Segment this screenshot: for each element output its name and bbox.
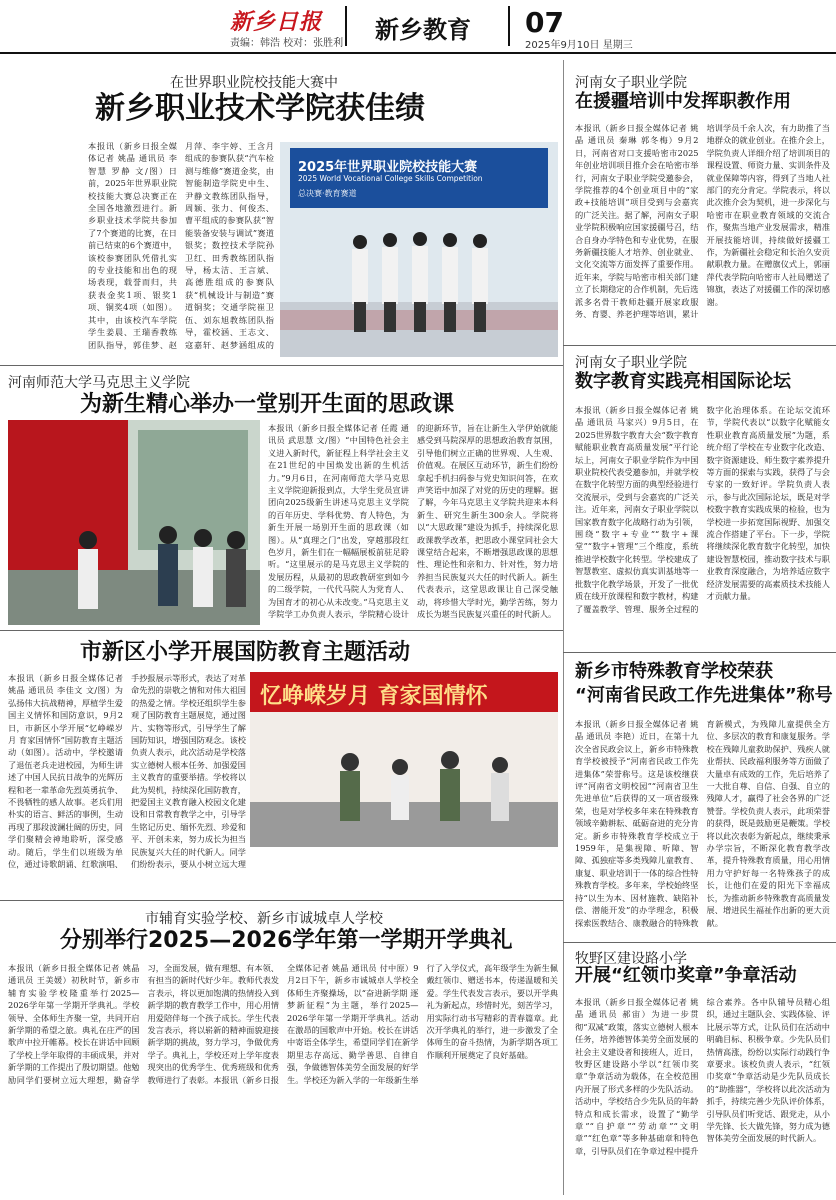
separator xyxy=(563,652,836,653)
newspaper-logo: 新乡日报 xyxy=(230,9,323,35)
article1-headline: 新乡职业技术学院获佳绩 xyxy=(95,91,425,126)
article2-kicker: 河南女子职业学院 xyxy=(575,75,687,91)
article3-kicker: 河南师范大学马克思主义学院 xyxy=(8,375,190,391)
section-title: 新乡教育 xyxy=(375,16,471,44)
article8-kicker: 牧野区建设路小学 xyxy=(575,951,687,967)
article5-body: 本报讯（新乡日报全媒体记者 姚晶 通讯员 李佳文 文/图）为弘扬伟大抗战精神，厚植学生爱国主义情怀和国防意识，9月2日，市新区小学开展“忆峥嵘岁月 育家国情怀”国防教育主题活动（如图）。活动中，学校邀请了退伍老兵走进校园，为师生讲述了中国人民抗日战争的光辉历程和老一辈革命先烈英勇抗争、不畏牺牲的感人故事。老兵们用朴实的语言、鲜活的事例，生动再现了那段波澜壮阔的历史，同学们聚精会神地聆听，深受感动。随后，学生们以班级为单位，通过诗歌朗诵、红歌演唱、手抄报展示等形式，表达了对革命先烈的崇敬之情和对伟大祖国的热爱之情。学校还组织学生参观了国防教育主题展览，通过图片、实物等形式，引导学生了解国防知识，增强国防观念。该校负责人表示，此次活动是学校落实立德树人根本任务、加强爱国主义教育的重要举措。学校将以此为契机，持续深化国防教育，把爱国主义教育融入校园文化建设和日常教育教学之中，引导学生铭记历史、缅怀先烈、珍爱和平、开创未来，努力成长为担当民族复兴大任的时代新人。同学们纷纷表示，要从小树立远大理 xyxy=(8,673,246,870)
separator xyxy=(0,900,563,901)
editors-line: 责编：韩浩 校对：张胜利 xyxy=(230,38,344,49)
article7-body: 本报讯（新乡日报全媒体记者 姚晶 通讯员 王美媛）初秋时节，新乡市辅育实验学校隆重举行2025—2026学年第一学期开学典礼。学校领导、全体师生齐聚一堂，共同开启新学期的希望之旅。典礼在庄严的国歌声中拉开帷幕。校长在讲话中回顾了学校上学年取得的丰硕成果，并对新学期的工作提出了殷切期望。他勉励同学们要树立远大理想，勤奋学习，全面发展，做有理想、有本领、有担当的新时代好少年。教师代表发言表示，将以更加饱满的热情投入到新学期的教育教学工作中，用心用情用爱陪伴每一个孩子成长。学生代表发言表示，将以崭新的精神面貌迎接新学期的挑战，努力学习，争做优秀学子。典礼上，学校还对上学年度表现突出的优秀学生、优秀班级和优秀教师进行了表彰。本报讯（新乡日报全媒体记者 姚晶 通讯员 付中原）9月2日下午，新乡市诚城卓人学校全体师生齐聚操场，以“奋进新学期 逐梦新征程”为主题，举行2025—2026学年第一学期开学典礼。活动在激昂的国歌声中开始。校长在讲话中寄语全体学生，希望同学们在新学期里志存高远、勤学善思、自律自强，争做德智体美劳全面发展的好学生。学校还为新入学的一年级新生举行了入学仪式，高年级学生为新生佩戴红领巾、赠送书本，传递温暖和关爱。学生代表发言表示，要以开学典礼为新起点，珍惜时光，刻苦学习，用实际行动书写精彩的青春篇章。此次开学典礼的举行，进一步激发了全体师生的奋斗热情，为新学期各项工作顺利开展奠定了良好基础。 xyxy=(8,963,558,1085)
article7-kicker: 市辅育实验学校、新乡市诚城卓人学校 xyxy=(145,911,383,927)
masthead-rule xyxy=(0,52,836,54)
separator xyxy=(0,630,563,631)
orientation-photo-illustration xyxy=(8,420,260,625)
article8-body: 本报讯（新乡日报全媒体记者 姚晶 通讯员 郝宙）为进一步贯彻“双减”政策，落实立德树人根本任务，培养德智体美劳全面发展的社会主义建设者和接班人，近日，牧野区建设路小学以“红领巾奖章”争章活动为载体，在全校范围内开展了形式多样的少先队活动。活动中，学校结合少先队员的年龄特点和成长需求，设置了“勤学章”“自护章”“劳动章”“文明章”“红色章”等多种基础章和特色章，引导队员们在争章过程中提升综合素养。各中队辅导员精心组织，通过主题队会、实践体验、评比展示等方式，让队员们在活动中明确目标、积极争章。少先队员们热情高涨，纷纷以实际行动践行争章要求。该校负责人表示，“红领巾奖章”争章活动是少先队员成长的“助推器”，学校将以此次活动为抓手，持续完善少先队评价体系，引导队员们听党话、跟党走，从小学先锋、长大做先锋，努力成为德智体美劳全面发展的时代新人。 xyxy=(575,997,830,1156)
article4-headline: 数字教育实践亮相国际论坛 xyxy=(575,371,791,392)
article1-photo xyxy=(280,142,558,357)
article4-body: 本报讯（新乡日报全媒体记者 姚晶 通讯员 马家兴）9月5日，在2025世界数字教育大会“数字教育赋能职业教育高质量发展”平行论坛上，河南女子职业学院作为中国职业院校代表受邀参加，并就学校在数字化转型方面的典型经验进行交流展示，受到与会嘉宾的广泛关注。近年来，河南女子职业学院以国家教育数字化战略行动为引领，围绕“数字+专业”“数字+课堂”“数字+管理”三个维度，系统推进学校数字化转型。学校建成了智慧教室、虚拟仿真实训基地等一批数字化教学场景，开发了一批优质在线开放课程和数字教材，构建了覆盖教学、管理、服务全过程的数字化治理体系。在论坛交流环节，学院代表以“以数字化赋能女性职业教育高质量发展”为题，系统介绍了学校在专业数字化改造、数字资源建设、师生数字素养提升等方面的探索与实践，获得了与会专家的一致好评。学院负责人表示，参与此次国际论坛，既是对学校数字教育实践成果的检验，也为学校进一步拓宽国际视野、加强交流合作搭建了平台。下一步，学院将继续深化教育数字化转型，加快建设智慧校园，推动数字技术与职业教育深度融合，为培养适应数字经济发展需要的高素质技术技能人才贡献力量。 xyxy=(575,405,830,614)
photo1-banner-english: 2025 World Vocational College Skills Competition xyxy=(298,174,483,183)
article8-headline: 开展“红领巾奖章”争章活动 xyxy=(575,965,797,986)
article1-kicker: 在世界职业院校技能大赛中 xyxy=(170,75,338,91)
separator xyxy=(563,942,836,943)
article6-headline-line1: 新乡市特殊教育学校荣获 xyxy=(575,661,773,682)
page-date: 2025年9月10日 星期三 xyxy=(525,40,633,51)
separator xyxy=(0,365,563,366)
article3-headline: 为新生精心举办一堂别开生面的思政课 xyxy=(80,392,455,417)
photo1-banner-sub: 总决赛·教育赛道 xyxy=(298,189,357,198)
article5-body-tail xyxy=(250,852,558,897)
article5-headline: 市新区小学开展国防教育主题活动 xyxy=(80,640,411,665)
article7-headline: 分别举行2025—2026学年第一学期开学典礼 xyxy=(60,928,513,953)
article5-photo xyxy=(250,672,558,847)
article3-photo xyxy=(8,420,260,625)
article4-kicker: 河南女子职业学院 xyxy=(575,355,687,371)
photo1-banner-title: 2025年世界职业院校技能大赛 xyxy=(298,160,478,175)
article6-body: 本报讯（新乡日报全媒体记者 姚晶 通讯员 李艳）近日，在第十九次全省民政会议上，新乡市特殊教育学校被授予“河南省民政工作先进集体”荣誉称号。这是该校继获评“河南省文明校园”“河南省卫生先进单位”后获得的又一项省级殊荣，也是对学校多年来在特殊教育领域辛勤耕耘、砥砺奋进的充分肯定。新乡市特殊教育学校成立于1959年，是集视障、听障、智障、孤独症等多类残障儿童教育、康复、职业培训于一体的综合性特殊教育学校。多年来，学校始终坚持“以生为本、因材施教、缺陷补偿、潜能开发”的办学理念，积极探索医教结合、康教融合的特殊教育新模式，为残障儿童提供全方位、多层次的教育和康复服务。学校在残障儿童救助保护、残疾人就业帮扶、民政福利服务等方面做了大量卓有成效的工作，先后培养了一大批自尊、自信、自强、自立的残障人才，赢得了社会各界的广泛赞誉。学校负责人表示，此项荣誉的获得，既是鼓励更是鞭策。学校将以此次表彰为新起点，继续秉承办学宗旨，不断深化教育教学改革，提升特殊教育质量，用心用情用力守护好每一名特殊孩子的成长，让他们在爱的阳光下幸福成长，为推动新乡特殊教育高质量发展、增进民生福祉作出新的更大贡献。 xyxy=(575,719,830,928)
masthead-divider xyxy=(345,6,347,46)
separator xyxy=(563,345,836,346)
photo5-banner: 忆峥嵘岁月 育家国情怀 xyxy=(260,684,488,709)
article2-body: 本报讯（新乡日报全媒体记者 姚晶 通讯员 秦琳 郭冬梅）9月2日，河南省对口支援哈密市2025年创业培训项目推介会在哈密市举行，河南女子职业学院受邀参会，学院推荐的4个创业项目中的“家政+技能培训”项目受到与会嘉宾的广泛关注。据了解，河南女子职业学院积极响应国家援疆号召，结合自身办学特色和专业优势，在服务新疆技能人才培养、创业就业、文化交流等方面发挥了重要作用。近年来，学院与哈密市相关部门建立了长期稳定的合作机制，先后选派多名骨干教师赴疆开展家政服务、育婴、养老护理等培训，累计培训学员千余人次，有力助推了当地群众的就业创业。在推介会上，学院负责人详细介绍了培训项目的课程设置、师资力量、实训条件及就业保障等内容，得到了当地人社部门的充分肯定。学院表示，将以此次推介会为契机，进一步深化与哈密市在职业教育领域的交流合作，聚焦当地产业发展需求，精准开展技能培训，持续做好援疆工作，为新疆社会稳定和长治久安贡献职教力量。在赠旗仪式上，郭丽萍代表学院向哈密市人社局赠送了锦旗，表达了对援疆工作的深切感谢。 xyxy=(575,123,830,320)
article6-headline-line2: “河南省民政工作先进集体”称号 xyxy=(575,685,833,706)
article1-body: 本报讯（新乡日报全媒体记者 姚晶 通讯员 李智慧 罗静 文/图）日前，2025年世界职业院校技能大赛总决赛正在全国各地激烈进行。新乡职业技术学院共参加了7个赛道的比赛，在日前已结束的6个赛道中，该校参赛团队凭借扎实的专业技能和出色的现场表现，载誉而归，共获表金奖1项、银奖1项、铜奖4项（如图）。其中，由该校汽车学院学生姜晨、王瑞香教练团队指导，郭佳梦、赵月萍、李宇婷、王含月组成的参赛队获“汽车检测与维修”赛道金奖，由智能制造学院史中生、尹静文教练团队指导，周颖、张力、何俊杰、曹平组成的参赛队获“智能装备安装与调试”赛道银奖；数控技术学院孙卫红、田秀教练团队指导，杨太洁、王言斌、高德胜组成的参赛队获“机械设计与制造”赛道铜奖；交通学院崔卫伍、刘东旭教练团队指导，霍校涵、王志文、寇嘉轩、赵梦涵组成的 xyxy=(88,141,274,350)
column-divider xyxy=(563,60,564,1195)
page-number: 07 xyxy=(525,6,564,39)
article3-body: 本报讯（新乡日报全媒体记者 任霞 通讯员 武思慧 文/图）“中国特色社会主义进入新时代，新征程上科学社会主义在21世纪的中国焕发出新的生机活力。”9月6日，在河南师范大学马克思主义学院迎新报到点，大学生党员宣讲团向2025级新生讲述马克思主义学院的百年历史、学科优势、育人特色，为新生开展一场别开生面的思政课（如图）。从“真理之门”出发，穿越那段红色岁月，新生们在一幅幅展板前驻足聆听。“这里展示的是马克思主义学院的发展历程，从最初的思政教研室到如今的二级学院，一代代马院人为党育人、为国育才的初心从未改变。”马克思主义学院学工办负责人表示，学院精心设计的迎新环节，旨在让新生入学伊始就能感受到马院深厚的思想政治教育氛围，引导他们树立正确的世界观、人生观、价值观。在展区互动环节，新生们纷纷拿起手机扫码参与党史知识问答，在欢声笑语中加深了对党的历史的理解。据了解，今年马克思主义学院共迎来本科新生、研究生新生300余人。学院将以“大思政课”建设为抓手，持续深化思政课教学改革，把思政小课堂同社会大课堂结合起来，不断增强思政课的思想性、理论性和亲和力、针对性，努力培养担当民族复兴大任的时代新人。新生代表表示，这堂思政课让自己深受触动，将珍惜大学时光，勤学苦练，努力成长为堪当民族复兴重任的时代新人。 xyxy=(268,423,558,620)
article2-headline: 在援疆培训中发挥职教作用 xyxy=(575,91,791,112)
masthead xyxy=(0,0,836,52)
masthead-divider-2 xyxy=(508,6,510,46)
